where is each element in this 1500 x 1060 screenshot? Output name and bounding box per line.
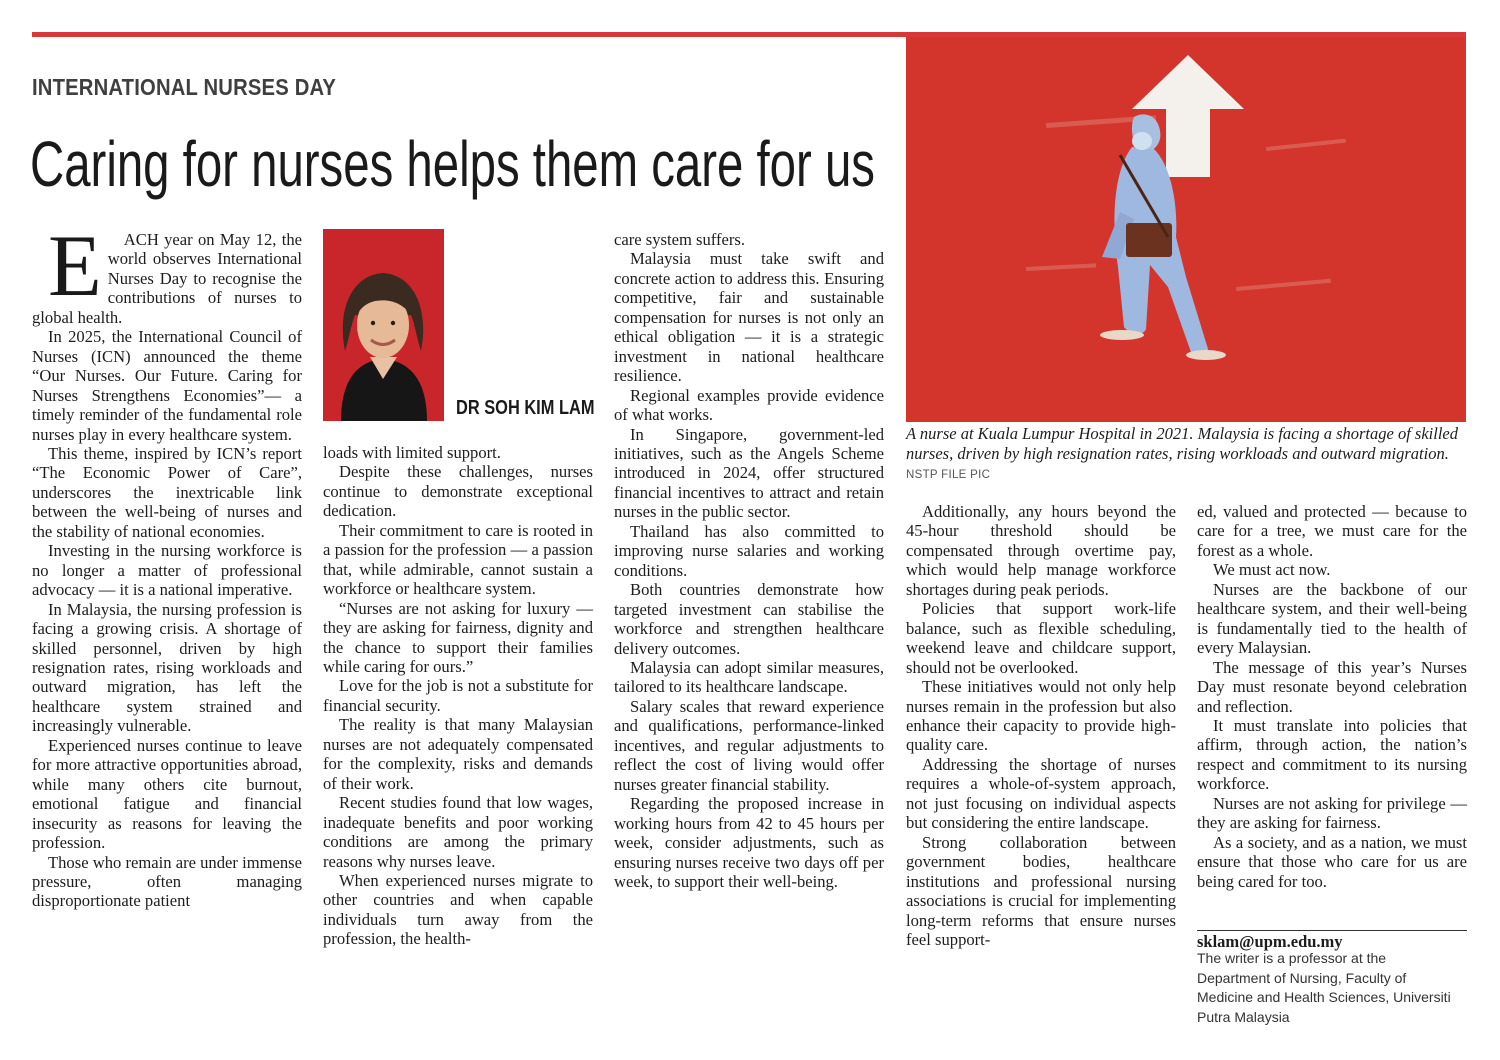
pull-quote: “Nurses are not asking for luxury — they are asking for fairness, dignity and the chance to support their families while caring for ours.” bbox=[323, 598, 593, 676]
article-paragraph: Salary scales that reward experience and qualifications, performance-linked incentives, and regular adjustments to reflect the cost of living would offer nurses greater financial stability. bbox=[614, 696, 884, 794]
nurse-walking-photo-icon bbox=[906, 37, 1466, 422]
article-paragraph: loads with limited support. bbox=[323, 443, 501, 462]
drop-cap: E bbox=[48, 218, 102, 315]
article-paragraph: Their commitment to care is rooted in a passion for the profession — a passion that, while admirable, cannot sustain a workforce or healthcare system. bbox=[323, 520, 593, 599]
article-column-3 bbox=[614, 230, 884, 891]
article-paragraph: Strong collaboration between government bodies, healthcare institutions and professional nursing associations is crucial for implementing long-term reforms that ensure nurses feel support- bbox=[906, 832, 1176, 949]
article-paragraph: In Malaysia, the nursing profession is facing a growing crisis. A shortage of skilled personnel, driven by high resignation rates, rising workloads and outward migration, has left the healthcare system strained and increasingly vulnerable. bbox=[32, 599, 302, 736]
article-paragraph: Thailand has also committed to improving nurse salaries and working conditions. bbox=[614, 521, 884, 580]
page-title: Caring for nurses helps them care for us bbox=[30, 128, 875, 200]
article-column-4 bbox=[906, 502, 1176, 949]
article-paragraph: Experienced nurses continue to leave for more attractive opportunities abroad, while many others cite burnout, emotional fatigue and financial insecurity as reasons for leaving the profession. bbox=[32, 735, 302, 853]
article-paragraph: ed, valued and protected — because to care for a tree, we must care for the forest as a whole. bbox=[1197, 502, 1467, 560]
article-paragraph: The reality is that many Malaysian nurses are not adequately compensated for the complexity, risks and demands of their work. bbox=[323, 715, 593, 793]
article-paragraph: Despite these challenges, nurses continue to demonstrate exceptional dedication. bbox=[323, 462, 593, 521]
article-paragraph: Both countries demonstrate how targeted investment can stabilise the workforce and strengthen healthcare delivery outcomes. bbox=[614, 580, 884, 658]
article-paragraph: Nurses are not asking for privilege — they are asking for fairness. bbox=[1197, 793, 1467, 833]
article-paragraph: Malaysia must take swift and concrete action to address this. Ensuring competitive, fair and sustainable compensation for nurses is not only an ethical obligation — it is a strategic investment in national healthcare resilience. bbox=[614, 249, 884, 386]
photo-credit: NSTP FILE PIC bbox=[906, 469, 991, 481]
article-paragraph: Regional examples provide evidence of what works. bbox=[614, 385, 884, 425]
author-byline: DR SOH KIM LAM bbox=[456, 397, 595, 419]
article-paragraph: These initiatives would not only help nurses remain in the profession but also enhance their capacity to provide high-quality care. bbox=[906, 677, 1176, 755]
article-paragraph: Investing in the nursing workforce is no longer a matter of professional advocacy — it is a national imperative. bbox=[32, 541, 302, 600]
article-paragraph: Recent studies found that low wages, inadequate benefits and poor working conditions are among the primary reasons why nurses leave. bbox=[323, 793, 593, 871]
opening-text: ACH year on May 12, the world observes International Nurses Day to recognise the contributions of nurses to global health. bbox=[32, 230, 302, 327]
article-paragraph: Nurses are the backbone of our healthcare system, and their well-being is fundamentally tied to the health of every Malaysian. bbox=[1197, 579, 1467, 658]
news-photo bbox=[906, 37, 1466, 422]
article-paragraph: Love for the job is not a substitute for financial security. bbox=[323, 676, 593, 715]
article-paragraph: Addressing the shortage of nurses requires a whole-of-system approach, not just focusing on individual aspects but considering the entire landscape. bbox=[906, 754, 1176, 833]
author-bio: The writer is a professor at the Department of Nursing, Faculty of Medicine and Health Sciences, Universiti Putra Malaysia bbox=[1197, 950, 1451, 1025]
article-paragraph: We must act now. bbox=[1213, 560, 1331, 580]
article-paragraph: The message of this year’s Nurses Day must resonate beyond celebration and reflection. bbox=[1197, 657, 1467, 716]
article-paragraph: In Singapore, government-led initiatives, such as the Angels Scheme introduced in 2024, offer structured financial incentives to attract and retain nurses in the public sector. bbox=[614, 424, 884, 522]
portrait-illustration-icon bbox=[323, 229, 444, 421]
section-label: INTERNATIONAL NURSES DAY bbox=[32, 74, 337, 100]
article-paragraph: care system suffers. bbox=[614, 230, 746, 249]
article-paragraph: Malaysia can adopt similar measures, tailored to its healthcare landscape. bbox=[614, 657, 884, 697]
author-email[interactable]: sklam@upm.edu.my bbox=[1197, 930, 1467, 952]
article-column-1 bbox=[32, 218, 302, 911]
article-paragraph bbox=[32, 218, 302, 327]
article-paragraph: Those who remain are under immense pressure, often managing disproportionate patient bbox=[32, 852, 302, 911]
article-paragraph: When experienced nurses migrate to other countries and when capable individuals turn away from the profession, the health- bbox=[323, 870, 593, 949]
article-paragraph: It must translate into policies that affirm, through action, the nation’s respect and commitment to its nursing workforce. bbox=[1197, 715, 1467, 794]
photo-caption bbox=[906, 424, 1466, 486]
article-paragraph: In 2025, the International Council of Nurses (ICN) announced the theme “Our Nurses. Our Future. Caring for Nurses Strengthens Economies”— a timely reminder of the fundamental role nurses play in every healthcare system. bbox=[32, 327, 302, 444]
article-paragraph: Additionally, any hours beyond the 45-hour threshold should be compensated through overtime pay, which would help manage workforce shortages during peak periods. bbox=[906, 502, 1176, 599]
article-column-5 bbox=[1197, 502, 1467, 891]
author-portrait bbox=[323, 229, 444, 421]
article-column-2 bbox=[323, 443, 593, 949]
article-paragraph: Policies that support work-life balance, such as flexible scheduling, weekend leave and childcare support, should not be overlooked. bbox=[906, 599, 1176, 677]
article-paragraph: As a society, and as a nation, we must ensure that those who care for us are being cared for too. bbox=[1197, 832, 1467, 891]
article-paragraph: This theme, inspired by ICN’s report “The Economic Power of Care”, underscores the inextricable link between the well-being of nurses and the stability of national economies. bbox=[32, 443, 302, 541]
caption-text: A nurse at Kuala Lumpur Hospital in 2021. Malaysia is facing a shortage of skilled nurses, driven by high resignation rates, rising workloads and outward migration. bbox=[906, 424, 1458, 463]
article-paragraph: Regarding the proposed increase in working hours from 42 to 45 hours per week, consider adjustments, such as ensuring nurses receive two days off per week, to support their well-being. bbox=[614, 794, 884, 891]
